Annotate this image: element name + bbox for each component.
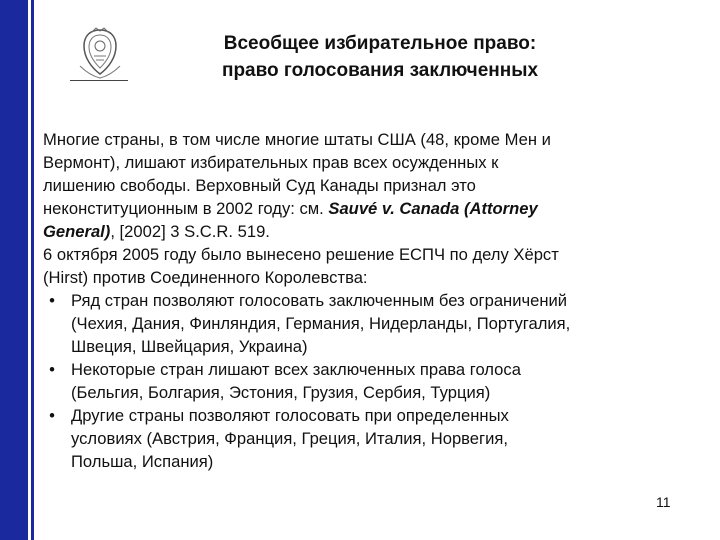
text-line: (Hirst) против Соединенного Королевства: <box>43 268 368 287</box>
paragraph-echr-hirst <box>43 243 683 289</box>
slide-title <box>150 30 610 84</box>
slide-title-line-2: право голосования заключенных <box>221 60 539 81</box>
logo-divider <box>70 80 128 81</box>
text-line: лишению свободы. Верховный Суд Канады признал это <box>43 176 476 195</box>
university-crest-icon <box>70 26 130 82</box>
page-number: 11 <box>656 494 671 510</box>
text-line: (Чехия, Дания, Финляндия, Германия, Нидерланды, Португалия, <box>71 314 571 333</box>
case-citation: Sauvé v. Canada (Attorney <box>328 199 538 218</box>
sidebar-accent-bar <box>0 0 28 540</box>
text-line: Польша, Испания) <box>71 452 214 471</box>
bullet-list <box>43 289 683 473</box>
slide-title-line-1: Всеобщее избирательное право: <box>223 33 537 54</box>
list-item <box>43 404 683 473</box>
text-line <box>43 220 683 243</box>
text-line: Многие страны, в том числе многие штаты США (48, кроме Мен и <box>43 130 551 149</box>
case-citation: General) <box>43 222 111 241</box>
bullet-icon: • <box>49 406 55 425</box>
text-line: (Бельгия, Болгария, Эстония, Грузия, Сербия, Турция) <box>71 383 491 402</box>
text-line: Вермонт), лишают избирательных прав всех осужденных к <box>43 153 499 172</box>
text-line: Швеция, Швейцария, Украина) <box>71 337 308 356</box>
text-fragment: неконституционным в 2002 году: см. <box>43 199 329 218</box>
text-line: Другие страны позволяют голосовать при определенных <box>71 406 509 425</box>
text-fragment: , [2002] 3 S.C.R. 519. <box>110 222 270 241</box>
bullet-icon: • <box>49 360 55 379</box>
bullet-icon: • <box>49 291 55 310</box>
paragraph-us-canada <box>43 128 683 243</box>
slide-body <box>43 128 683 473</box>
text-line: Ряд стран позволяют голосовать заключенным без ограничений <box>71 291 568 310</box>
sidebar-accent-line <box>31 0 34 540</box>
text-line: условиях (Австрия, Франция, Греция, Италия, Норвегия, <box>71 429 508 448</box>
list-item <box>43 289 683 358</box>
list-item <box>43 358 683 404</box>
text-line <box>43 197 683 220</box>
text-line: 6 октября 2005 году было вынесено решение ЕСПЧ по делу Хёрст <box>43 245 559 264</box>
text-line: Некоторые стран лишают всех заключенных права голоса <box>71 360 521 379</box>
